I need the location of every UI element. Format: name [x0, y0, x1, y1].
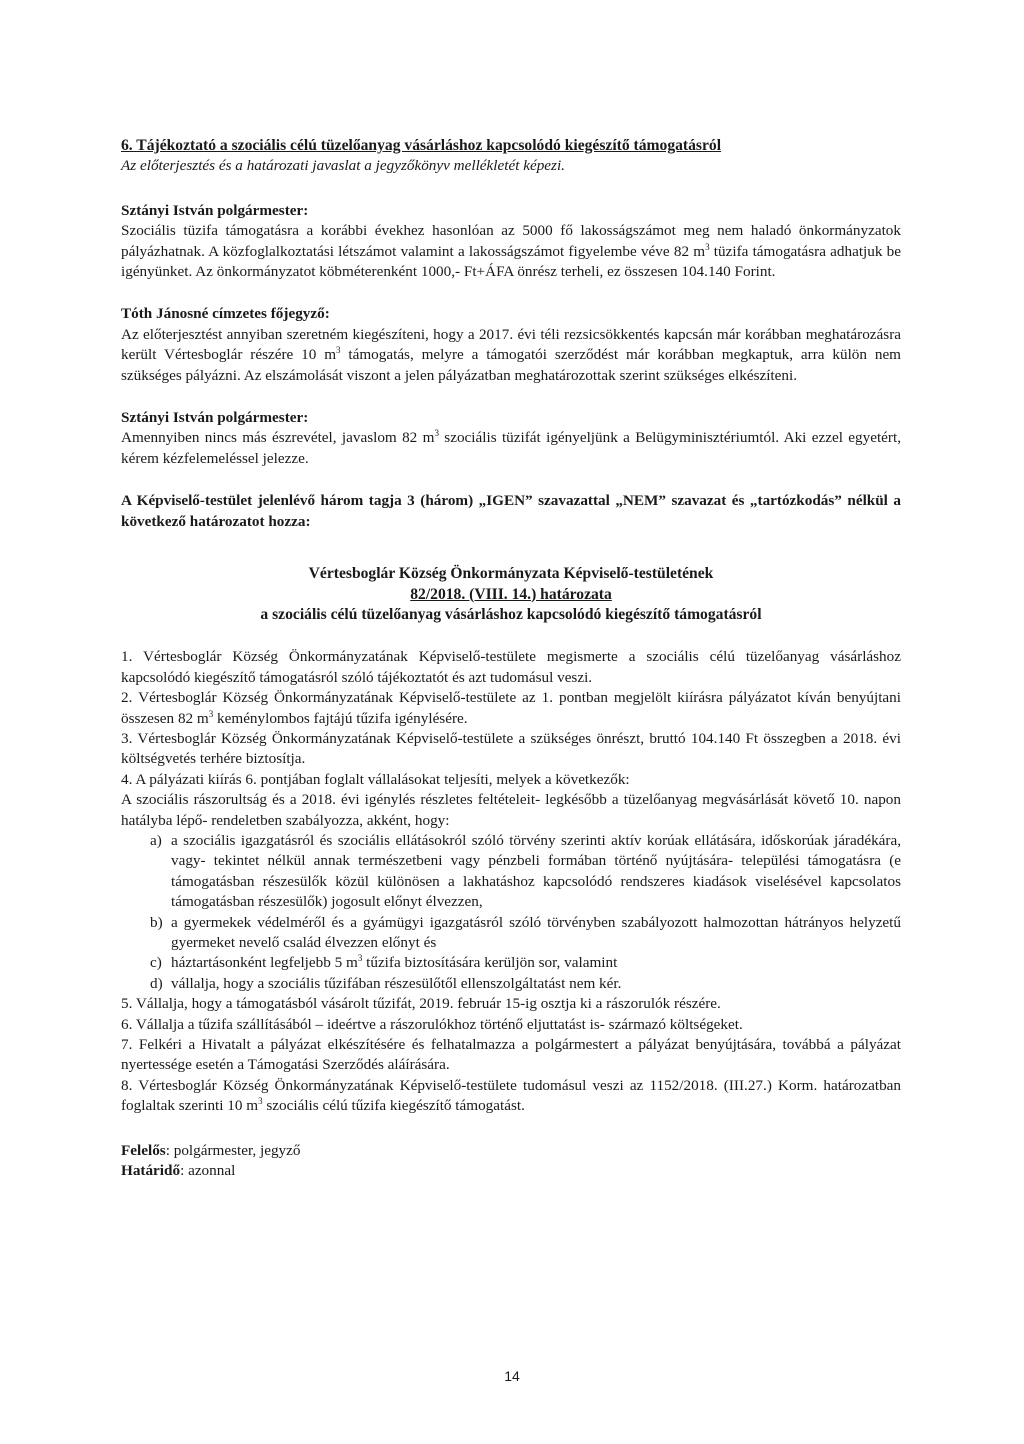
deadline-line — [121, 1161, 901, 1181]
speech-text-part: támogatás, melyre a támogatói szerződést már korábban megkaptuk, arra külön nem szükséges pályázni. Az elszámolását viszont a jelen pályázatban meghatározottak szerint szükséges elkészíteni. — [121, 346, 901, 384]
speech-notary — [121, 304, 901, 386]
page-number: 14 — [504, 1368, 520, 1384]
point-1: 1. Vértesboglár Község Önkormányzatának Képviselő-testülete megismerte a szociális célú tüzelőanyag vásárláshoz kapcsolódó kiegészítő támogatásról szóló tájékoztatót és azt tudomásul veszi. — [121, 648, 901, 686]
sub-point-b — [121, 913, 901, 954]
point-text-part: szociális célú tűzifa kiegészítő támogatást. — [262, 1097, 525, 1115]
sub-point-letter: a) — [150, 831, 162, 849]
section-heading: 6. Tájékoztató a szociális célú tüzelőanyag vásárláshoz kapcsolódó kiegészítő támogatásról — [121, 137, 722, 154]
vote-statement: A Képviselő-testület jelenlévő három tagja 3 (három) „IGEN” szavazattal „NEM” szavazat és „tartózkodás” nélkül a következő határozatot hozza: — [121, 492, 901, 530]
speaker-name: Sztányi István polgármester: — [121, 201, 309, 219]
speech-text-part: szociális tüzifát igényeljünk a Belügyminisztériumtól. Aki ezzel egyetért, kérem kézfelemeléssel jelezze. — [121, 429, 901, 467]
resolution-number-line — [121, 585, 901, 605]
superscript: 3 — [208, 708, 214, 719]
point-text-part: 2. Vértesboglár Község Önkormányzatának Képviselő-testülete az 1. pontban megjelölt kiírásra pályázatot kíván benyújtani összesen 82 m — [121, 689, 901, 727]
superscript: 3 — [705, 241, 710, 252]
superscript: 3 — [357, 953, 363, 964]
responsible-value: : polgármester, jegyző — [165, 1141, 301, 1159]
sub-point-list — [121, 831, 901, 994]
point-4-intro: A szociális rászorultság és a 2018. évi igénylés részletes feltételeit- legkésőbb a tüzelőanyag megvásárlását követő 10. napon hatályba lépő- rendeletben szabályozza, akként, hogy: — [121, 791, 901, 829]
speaker-name: Tóth Jánosné címzetes főjegyző: — [121, 305, 330, 323]
responsibility-block — [121, 1141, 901, 1182]
point-text-part: keménylombos fajtájú tűzifa igénylésére. — [213, 709, 468, 727]
speech-text-part: Szociális tüzifa támogatásra a korábbi évekhez hasonlóan az 5000 fő lakosságszámot meg nem haladó önkormányzatok pályázhatnak. A közfoglalkoztatási létszámot valamint a lakosságszámot figyelembe véve 82 m — [121, 222, 901, 260]
point-text-part: 8. Vértesboglár Község Önkormányzatának Képviselő-testülete tudomásul veszi az 1152/2018. (III.27.) Korm. határozatban foglaltak szerinti 10 m — [121, 1076, 901, 1115]
sub-point-letter: b) — [150, 913, 163, 931]
sub-point-text — [171, 953, 901, 973]
speaker-name: Sztányi István polgármester: — [121, 409, 309, 427]
point-4: 4. A pályázati kiírás 6. pontjában foglalt vállalásokat teljesíti, melyek a következők: — [121, 770, 630, 788]
speech-text-part: tüzifa támogatásra adhatjuk be igényünket. Az önkormányzatot köbméterenként 1000,- Ft+ÁFA önrész terheli, ez összesen 104.140 Forint. — [121, 242, 902, 281]
sub-point-text: a szociális igazgatásról és szociális ellátásokról szóló törvény szerinti aktív korúak ellátására, időskorúak járadékára, vagy- tekintet nélkül annak természetbeni vagy pénzbeli formában történő nyújtására- települési támogatásra (e támogatásban részesülők közül különösen a lakhatáshoz kapcsolódó rendszeres kiadások viselésével kapcsolatos támogatásban részesülők) jogosult előnyt élvezzen, — [171, 831, 901, 911]
resolution-line-1: Vértesboglár Község Önkormányzata Képviselő-testületének — [308, 565, 714, 583]
sub-point-letter: c) — [150, 954, 162, 972]
resolution-number: 82/2018. (VIII. 14.) határozata — [410, 585, 612, 603]
document-page — [121, 136, 901, 1181]
speech-text — [121, 221, 901, 282]
speech-text — [121, 325, 901, 386]
speech-text-part: Az előterjesztést annyiban szeretném kiegészíteni, hogy a 2017. évi téli rezsicsökkentés kapcsán már korábban meghatározásra került Vértesboglár részére 10 m — [121, 325, 901, 364]
sub-point-text-part: háztartásonként legfeljebb 5 m — [171, 954, 358, 972]
sub-point-text-part: tűzifa biztosítására kerüljön sor, valamint — [362, 954, 618, 972]
sub-point-letter: d) — [150, 974, 163, 992]
sub-point-text: a gyermekek védelméről és a gyámügyi igazgatásról szóló törvényben szabályozott halmozottan hátrányos helyzetű gyermeket nevelő család élvezzen előnyt és — [171, 913, 901, 951]
point-7: 7. Felkéri a Hivatalt a pályázat elkészítésére és felhatalmazza a polgármestert a pályázat benyújtására, továbbá a pályázat nyertessége esetén a Támogatási Szerződés aláírására. — [121, 1036, 901, 1074]
point-5: 5. Vállalja, hogy a támogatásból vásárolt tűzifát, 2019. február 15-ig osztja ki a rászorulók részére. — [121, 995, 721, 1013]
speech-text — [121, 428, 901, 469]
superscript: 3 — [434, 428, 439, 439]
speech-text-part: Amennyiben nincs más észrevétel, javaslom 82 m — [121, 429, 435, 447]
superscript: 3 — [258, 1096, 263, 1107]
resolution-points — [121, 647, 901, 1116]
responsible-line — [121, 1141, 901, 1161]
point-6: 6. Vállalja a tűzifa szállításából – ideértve a rászorulókhoz történő eljuttatást is- származó költségeket. — [121, 1015, 743, 1033]
deadline-value: : azonnal — [180, 1162, 236, 1180]
sub-point-text: vállalja, hogy a szociális tűzifában részesülőtől ellenszolgáltatást nem kér. — [171, 974, 622, 992]
deadline-label: Határidő — [121, 1162, 181, 1180]
point-2 — [121, 688, 901, 729]
sub-point-c — [121, 953, 901, 973]
speech-mayor-2 — [121, 408, 901, 469]
sub-point-a — [121, 831, 901, 913]
resolution-title — [121, 564, 901, 625]
sub-point-d — [121, 974, 901, 994]
section-note: Az előterjesztés és a határozati javaslat a jegyzőkönyv mellékletét képezi. — [121, 157, 565, 175]
speech-mayor-1 — [121, 201, 901, 283]
superscript: 3 — [336, 345, 341, 356]
resolution-line-3: a szociális célú tüzelőanyag vásárláshoz kapcsolódó kiegészítő támogatásról — [260, 605, 762, 623]
responsible-label: Felelős — [121, 1141, 166, 1159]
point-8 — [121, 1076, 901, 1117]
point-3: 3. Vértesboglár Község Önkormányzatának Képviselő-testülete a szükséges önrészt, bruttó 104.140 Ft összegben a 2018. évi költségvetés terhére biztosítja. — [121, 729, 901, 768]
